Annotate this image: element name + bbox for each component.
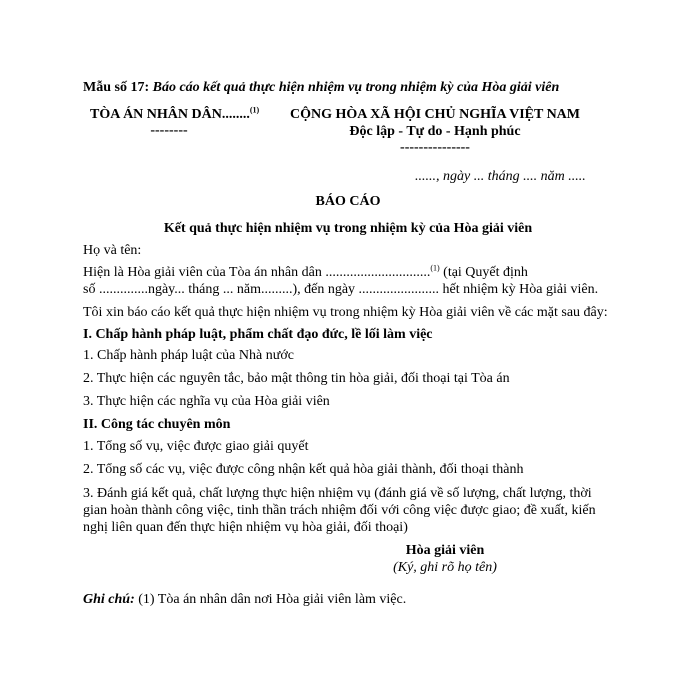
section-item: 1. Chấp hành pháp luật của Nhà nước	[83, 348, 294, 363]
section-item: 2. Thực hiện các nguyên tắc, bảo mật thông tin hòa giải, đối thoại tại Tòa án	[83, 371, 510, 386]
appointment-line-1	[83, 265, 528, 281]
report-subtitle: Kết quả thực hiện nhiệm vụ trong nhiệm kỳ của Hòa giải viên	[163, 221, 533, 236]
court-note-ref: (1)	[249, 105, 260, 115]
form-title	[83, 80, 559, 96]
signature-instruction: (Ký, ghi rõ họ tên)	[393, 560, 497, 575]
footnote-text: (1) Tòa án nhân dân nơi Hòa giải viên làm việc.	[134, 592, 407, 607]
footnote-label: Ghi chú:	[83, 592, 135, 607]
section-item-paragraph: 3. Đánh giá kết quả, chất lượng thực hiện nhiệm vụ (đánh giá về số lượng, chất lượng, thời gian hoàn thành công việc, tinh thần trách nhiệm đối với công việc được giao; đề xuất, kiến nghị liên quan đến thực hiện nhiệm vụ hòa giải, đối thoại)	[83, 486, 596, 535]
section-item: 2. Tổng số các vụ, việc được công nhận kết quả hòa giải thành, đối thoại thành	[83, 462, 524, 477]
motto: Độc lập - Tự do - Hạnh phúc	[349, 124, 521, 139]
name-field: Họ và tên:	[83, 243, 142, 258]
form-number: Mẫu số 17:	[83, 80, 150, 95]
nation-name: CỘNG HÒA XÃ HỘI CHỦ NGHĨA VIỆT NAM	[289, 107, 580, 122]
right-divider: ---------------	[400, 140, 470, 155]
footnote	[83, 592, 406, 608]
signature-title: Hòa giải viên	[405, 543, 485, 558]
date-line: ......, ngày ... tháng .... năm .....	[415, 169, 586, 184]
court-name	[90, 107, 259, 123]
section-heading: I. Chấp hành pháp luật, phẩm chất đạo đức, lề lối làm việc	[83, 327, 433, 342]
appointment-line-2: số ..............ngày... tháng ... năm.........), đến ngày ....................... hết nhiệm kỳ Hòa giải viên.	[83, 282, 599, 297]
section-item: 3. Thực hiện các nghĩa vụ của Hòa giải viên	[83, 394, 330, 409]
section-heading: II. Công tác chuyên môn	[83, 417, 231, 432]
appointment-decision: (tại Quyết định	[439, 265, 528, 280]
section-item: 1. Tổng số vụ, việc được giao giải quyết	[83, 439, 309, 454]
appointment-text: Hiện là Hòa giải viên của Tòa án nhân dân ..............................	[83, 265, 431, 280]
intro-text: Tôi xin báo cáo kết quả thực hiện nhiệm vụ trong nhiệm kỳ Hòa giải viên về các mặt sau đây:	[83, 305, 608, 320]
form-description: Báo cáo kết quả thực hiện nhiệm vụ trong nhiệm kỳ của Hòa giải viên	[152, 80, 560, 95]
report-title: BÁO CÁO	[315, 194, 381, 209]
left-divider: --------	[150, 123, 188, 138]
appointment-note-ref: (1)	[430, 263, 440, 273]
court-label: TÒA ÁN NHÂN DÂN........	[90, 107, 250, 122]
